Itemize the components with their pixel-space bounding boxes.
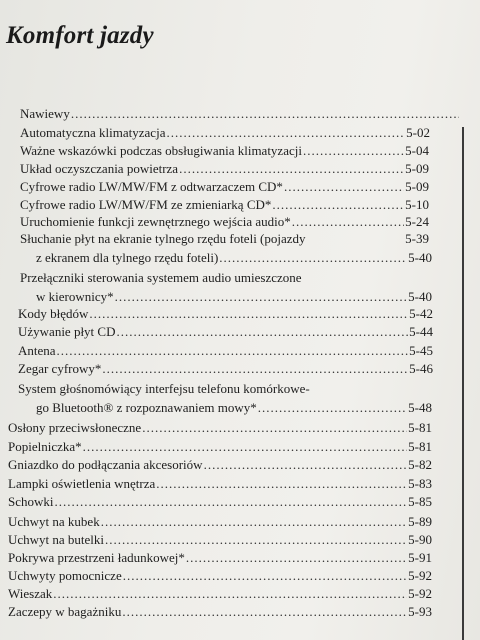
toc-leader [258, 400, 407, 415]
toc-leader [122, 604, 407, 619]
toc-entry-page: 5-44 [409, 324, 433, 339]
toc-entry-label: Antena [18, 343, 56, 358]
toc-leader [204, 457, 408, 472]
toc-entry-label: w kierownicy* [36, 289, 114, 304]
toc-entry-label: Zegar cyfrowy* [18, 361, 102, 376]
toc-entry-label: Uchwyt na kubek [8, 514, 100, 529]
toc-leader [219, 250, 407, 265]
toc-entry [18, 324, 433, 339]
toc-leader [102, 361, 408, 376]
toc-entry-label: Pokrywa przestrzeni ładunkowej* [8, 550, 185, 565]
page-title: Komfort jazdy [6, 22, 154, 49]
toc-entry-page: 5-81 [408, 439, 432, 454]
toc-entry [20, 179, 429, 194]
toc-entry-label: Kody błędów [18, 306, 89, 321]
toc-entry [8, 514, 432, 529]
toc-leader [105, 532, 407, 547]
toc-entry [8, 586, 432, 601]
toc-entry [8, 532, 432, 547]
toc-entry-page: 5-93 [408, 604, 432, 619]
toc-entry [36, 289, 432, 304]
toc-entry-label: go Bluetooth® z rozpoznawaniem mowy* [36, 400, 257, 415]
toc-entry-label: Lampki oświetlenia wnętrza [8, 476, 156, 491]
toc-entry-label: Zaczepy w bagażniku [8, 604, 122, 619]
toc-entry-label: Przełączniki sterowania systemem audio umieszczone [20, 270, 302, 285]
toc-entry-page: 5-81 [408, 420, 432, 435]
toc-entry-page: 5-02 [406, 125, 430, 140]
toc-leader [53, 586, 407, 601]
toc-entry [36, 250, 432, 265]
toc-entry-label: Popielniczka* [8, 439, 82, 454]
toc-entry-label: Uchwyty pomocnicze [8, 568, 122, 583]
toc-entry-page: 5-90 [408, 532, 432, 547]
toc-entry [20, 231, 429, 246]
toc-leader [292, 214, 404, 229]
toc-entry-label: Słuchanie płyt na ekranie tylnego rzędu foteli (pojazdy [20, 231, 306, 246]
toc-leader [166, 125, 405, 140]
toc-entry-label: Gniazdko do podłączania akcesoriów [8, 457, 203, 472]
toc-entry-page: 5-91 [408, 550, 432, 565]
toc-entry [8, 457, 432, 472]
toc-leader [89, 306, 408, 321]
toc-entry-label: Układ oczyszczania powietrza [20, 161, 179, 176]
toc-leader [116, 324, 408, 339]
toc-entry-page: 5-40 [408, 250, 432, 265]
toc-entry [8, 476, 432, 491]
toc-entry-label: System głośnomówiący interfejsu telefonu komórkowe- [18, 381, 310, 396]
toc-entry-page: 5-83 [408, 476, 432, 491]
toc-entry [20, 106, 460, 121]
toc-entry [20, 214, 429, 229]
toc-entry-label: Nawiewy [20, 106, 70, 121]
toc-leader [272, 197, 404, 212]
toc-entry-label: Osłony przeciwsłoneczne [8, 420, 142, 435]
toc-leader [55, 494, 408, 509]
toc-entry-label: Schowki [8, 494, 54, 509]
toc-entry-page: 5-39 [405, 231, 429, 246]
toc-entry [20, 125, 430, 140]
toc-leader [83, 439, 408, 454]
toc-entry-page: 5-42 [409, 306, 433, 321]
toc-leader [115, 289, 408, 304]
toc-entry [18, 343, 433, 358]
toc-entry-page: 5-09 [405, 161, 429, 176]
toc-entry [8, 568, 432, 583]
toc-entry-page: 5-46 [409, 361, 433, 376]
toc-entry-page: 5-10 [405, 197, 429, 212]
toc-entry [20, 143, 429, 158]
toc-entry-label: Automatyczna klimatyzacja [20, 125, 166, 140]
toc-entry-page: 5-45 [409, 343, 433, 358]
toc-entry-page: 5-92 [408, 568, 432, 583]
toc-leader [142, 420, 407, 435]
toc-leader [71, 106, 459, 121]
toc-leader [179, 161, 404, 176]
toc-entry-label: Cyfrowe radio LW/MW/FM ze zmieniarką CD* [20, 197, 272, 212]
toc-leader [303, 143, 404, 158]
toc-entry [8, 439, 432, 454]
toc-entry-page: 5-40 [408, 289, 432, 304]
toc-entry-label: Uruchomienie funkcji zewnętrznego wejścia audio* [20, 214, 291, 229]
toc-entry-label: Uchwyt na butelki [8, 532, 105, 547]
toc-entry [20, 161, 429, 176]
toc-entry [8, 494, 432, 509]
toc-entry-page: 5-48 [408, 400, 432, 415]
toc-entry-page: 5-85 [408, 494, 432, 509]
toc-entry-page: 5-04 [405, 143, 429, 158]
toc-entry [8, 604, 432, 619]
toc-leader [57, 343, 409, 358]
toc-entry [18, 361, 433, 376]
toc-entry-label: Używanie płyt CD [18, 324, 116, 339]
toc-entry-page: 5-92 [408, 586, 432, 601]
toc-entry [18, 306, 433, 321]
toc-leader [123, 568, 407, 583]
toc-entry-label: z ekranem dla tylnego rzędu foteli) [36, 250, 219, 265]
toc-entry-label: Cyfrowe radio LW/MW/FM z odtwarzaczem CD* [20, 179, 283, 194]
toc-leader [186, 550, 407, 565]
toc-entry [8, 420, 432, 435]
toc-entry-page: 5-89 [408, 514, 432, 529]
toc-entry [20, 197, 429, 212]
toc-entry-page: 5-24 [405, 214, 429, 229]
toc-leader [156, 476, 407, 491]
toc-entry-label: Ważne wskazówki podczas obsługiwania klimatyzacji [20, 143, 302, 158]
toc-entry [8, 550, 432, 565]
toc-entry-page: 5-09 [405, 179, 429, 194]
toc-leader [101, 514, 407, 529]
toc-entry [36, 400, 432, 415]
toc-entry-page: 5-82 [408, 457, 432, 472]
toc-leader [284, 179, 404, 194]
toc-entry-label: Wieszak [8, 586, 53, 601]
